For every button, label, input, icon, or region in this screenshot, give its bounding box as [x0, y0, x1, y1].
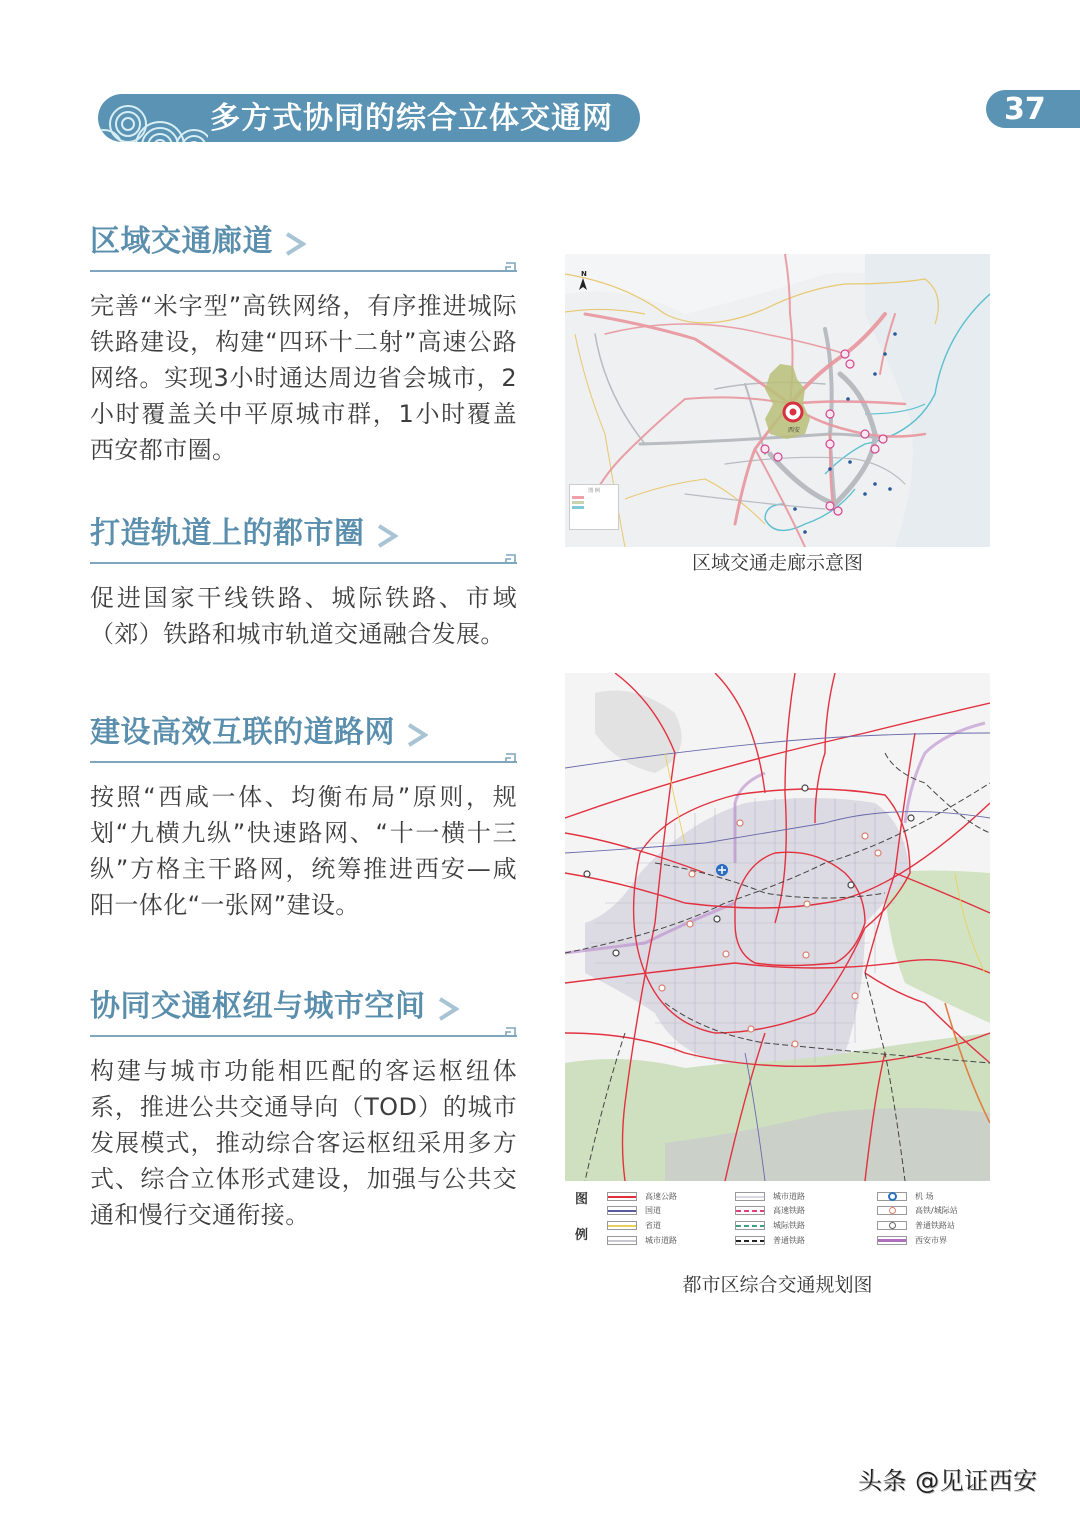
section-body: 构建与城市功能相匹配的客运枢纽体系，推进公共交通导向（TOD）的城市发展模式，推动综合客运枢纽采用多方式、综合立体形式建设，加强与公共交通和慢行交通衔接。 — [90, 1057, 517, 1229]
xian-label: 西安 — [788, 427, 801, 434]
regional-map-caption: 区域交通走廊示意图 — [691, 552, 863, 574]
regional-corridor-map — [565, 254, 990, 547]
corner-hook-icon — [505, 260, 517, 272]
corner-hook-icon — [505, 1025, 517, 1037]
legend-item-city-boundary: 西安市界 — [877, 1233, 947, 1247]
chevron-right-icon — [437, 997, 459, 1021]
legend-head-top: 图 — [575, 1192, 589, 1207]
hsr-station-icon — [889, 1207, 896, 1214]
section-rail-metro-circle — [90, 514, 517, 652]
divider — [90, 270, 517, 272]
section-title: 区域交通廊道 — [90, 224, 273, 259]
regional-map-legend — [569, 484, 619, 530]
legend-item-intercity-rail: 城际铁路 — [735, 1218, 805, 1232]
legend-title: 图 例 — [588, 488, 600, 494]
legend-swatch — [572, 496, 584, 499]
metro-map-legend — [565, 1184, 990, 1254]
legend-item-expressway: 高速公路 — [607, 1189, 677, 1203]
legend-item-national-road: 国道 — [607, 1203, 661, 1217]
airport-icon — [888, 1192, 897, 1201]
chevron-right-icon — [376, 524, 398, 548]
metro-map-graphic — [565, 673, 990, 1181]
legend-item-city-road-2: 城市道路 — [735, 1189, 805, 1203]
page-number-badge — [986, 90, 1080, 128]
section-heading — [90, 514, 517, 554]
page-number: 37 — [1004, 92, 1046, 127]
metro-map-caption: 都市区综合交通规划图 — [682, 1274, 873, 1296]
legend-item-city-road: 城市道路 — [607, 1233, 677, 1247]
chapter-title-banner — [98, 94, 640, 142]
section-body: 促进国家干线铁路、城际铁路、市域（郊）铁路和城市轨道交通融合发展。 — [90, 584, 517, 648]
section-regional-corridor — [90, 222, 517, 468]
section-body: 按照“西咸一体、均衡布局”原则，规划“九横九纵”快速路网、“十一横十三纵”方格主干路网，统筹推进西安—咸阳一体化“一张网”建设。 — [90, 783, 517, 919]
legend-item-provincial-road: 省道 — [607, 1218, 661, 1232]
section-heading — [90, 222, 517, 262]
rail-station-icon — [889, 1222, 896, 1229]
wave-pattern-icon — [98, 94, 208, 142]
chevron-right-icon — [406, 723, 428, 747]
svg-text:N: N — [581, 270, 587, 278]
legend-head-bottom: 例 — [575, 1228, 589, 1243]
legend-item-conventional-rail: 普通铁路 — [735, 1233, 805, 1247]
legend-item-rail-station: 普通铁路站 — [877, 1218, 955, 1232]
source-watermark: 头条 @见证西安 — [858, 1467, 1038, 1495]
north-arrow-icon — [579, 270, 587, 290]
legend-swatch — [572, 501, 584, 504]
divider — [90, 562, 517, 564]
chevron-right-icon — [284, 232, 306, 256]
section-title: 建设高效互联的道路网 — [90, 715, 395, 750]
section-heading — [90, 713, 517, 753]
legend-swatch — [572, 506, 584, 509]
airport-icon — [716, 864, 728, 876]
section-title: 协同交通枢纽与城市空间 — [90, 989, 426, 1024]
regional-map-graphic — [565, 254, 990, 547]
legend-item-high-speed-rail: 高速铁路 — [735, 1203, 805, 1217]
corner-hook-icon — [505, 552, 517, 564]
legend-item-hsr-station: 高铁/城际站 — [877, 1203, 958, 1217]
divider — [90, 1035, 517, 1037]
divider — [90, 761, 517, 763]
metro-transport-map — [565, 673, 990, 1181]
section-hub-urban-space — [90, 987, 517, 1233]
section-road-network — [90, 713, 517, 923]
section-heading — [90, 987, 517, 1027]
chapter-title: 多方式协同的综合立体交通网 — [210, 101, 613, 136]
legend-item-airport: 机 场 — [877, 1189, 934, 1203]
section-body: 完善“米字型”高铁网络，有序推进城际铁路建设，构建“四环十二射”高速公路网络。实现3小时通达周边省会城市，2小时覆盖关中平原城市群，1小时覆盖西安都市圈。 — [90, 292, 517, 464]
corner-hook-icon — [505, 751, 517, 763]
section-title: 打造轨道上的都市圈 — [90, 516, 365, 551]
